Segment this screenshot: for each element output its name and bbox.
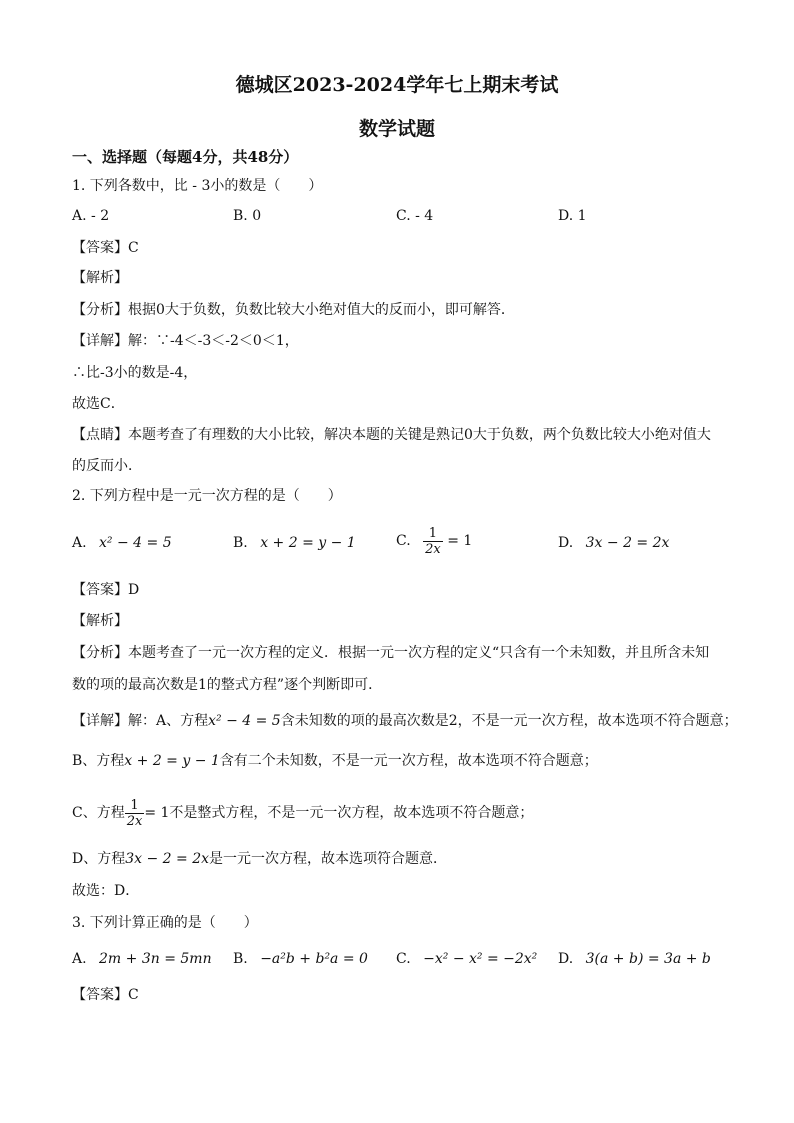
option-label: D. (558, 535, 574, 551)
question-3-answer: 【答案】C (72, 987, 139, 1003)
question-3-option-d (558, 949, 711, 969)
detail-text: C、方程 (72, 805, 125, 821)
question-3-option-b (233, 949, 368, 969)
exam-subtitle: 数学试题 (358, 118, 435, 140)
question-1-option-d: D. 1 (558, 208, 587, 224)
detail-math: 3x − 2 = 2x (125, 851, 210, 867)
question-2-detail-b (72, 751, 598, 771)
option-label: A. (72, 535, 87, 551)
option-math: 3x − 2 = 2x (585, 535, 670, 551)
option-label: B. (233, 535, 248, 551)
question-2-detail-a (72, 711, 738, 731)
detail-text: 【详解】解：A、方程 (72, 713, 209, 729)
fraction-numerator: 1 (423, 526, 443, 542)
option-label: C. (396, 951, 411, 967)
question-3-stem: 3. 下列计算正确的是（ ） (72, 915, 258, 931)
detail-text: 含未知数的项的最高次数是2，不是一元一次方程，故本选项不符合题意； (280, 713, 738, 729)
option-math: = 1 (447, 533, 473, 549)
option-math: −x² − x² = −2x² (423, 951, 538, 967)
question-2-conclusion: 故选：D． (72, 883, 140, 899)
option-math: 2m + 3n = 5mn (99, 951, 212, 967)
question-1-option-a: A. - 2 (72, 208, 110, 224)
detail-math: x² − 4 = 5 (208, 713, 281, 729)
fraction-numerator: 1 (125, 798, 145, 814)
option-label: A. (72, 951, 87, 967)
question-2-fenxi-1: 【分析】本题考查了一元一次方程的定义．根据一元一次方程的定义“只含有一个未知数，并且所含未知 (72, 645, 710, 661)
detail-math: = 1 (144, 805, 170, 821)
question-1-answer: 【答案】C (72, 240, 139, 256)
option-label: C. (396, 533, 411, 549)
question-2-option-c (396, 522, 472, 560)
question-2-analysis-label: 【解析】 (72, 613, 128, 629)
detail-text: 含有二个未知数，不是一元一次方程，故本选项不符合题意； (219, 753, 598, 769)
question-1-detail: 【详解】解：∵-4＜-3＜-2＜0＜1， (72, 333, 299, 349)
fraction-denominator: 2x (126, 813, 143, 829)
question-1-detail-3: 故选C． (72, 396, 125, 412)
detail-text: 不是整式方程，不是一元一次方程，故本选项不符合题意； (169, 805, 534, 821)
question-1-dianjing-1: 【点睛】本题考查了有理数的大小比较，解决本题的关键是熟记0大于负数，两个负数比较大小绝对值大 (72, 427, 711, 443)
question-2-answer: 【答案】D (72, 582, 140, 598)
fraction-denominator: 2x (425, 541, 441, 557)
question-2-detail-c (72, 794, 533, 832)
option-math: 3(a + b) = 3a + b (585, 951, 711, 967)
option-label: B. (233, 951, 248, 967)
option-math: −a²b + b²a = 0 (260, 951, 368, 967)
question-2-option-a (72, 533, 172, 553)
fraction (125, 798, 145, 829)
question-2-detail-d (72, 849, 447, 869)
detail-text: 是一元一次方程，故本选项符合题意． (209, 851, 448, 867)
question-1-option-c: C. - 4 (396, 208, 434, 224)
question-1-fenxi: 【分析】根据0大于负数，负数比较大小绝对值大的反而小，即可解答． (72, 302, 515, 318)
question-1-dianjing-2: 的反而小． (72, 458, 142, 474)
question-1-option-b: B. 0 (233, 208, 262, 224)
option-math: x² − 4 = 5 (99, 535, 172, 551)
question-2-fenxi-2: 数的项的最高次数是1的整式方程”逐个判断即可． (72, 677, 383, 693)
question-3-option-c (396, 949, 537, 969)
section-heading: 一、选择题（每题4分，共48分） (72, 148, 299, 166)
option-math: x + 2 = y − 1 (260, 535, 356, 551)
detail-math: x + 2 = y − 1 (124, 753, 220, 769)
question-1-stem: 1. 下列各数中，比 - 3小的数是（ ） (72, 178, 323, 194)
detail-text: B、方程 (72, 753, 125, 769)
option-label: D. (558, 951, 574, 967)
question-3-option-a (72, 949, 212, 969)
fraction (423, 526, 443, 557)
question-1-detail-2: ∴比-3小的数是-4， (72, 365, 198, 381)
question-2-option-d (558, 533, 669, 553)
question-1-analysis-label: 【解析】 (72, 270, 128, 286)
detail-text: D、方程 (72, 851, 126, 867)
question-2-option-b (233, 533, 356, 553)
question-2-stem: 2. 下列方程中是一元一次方程的是（ ） (72, 488, 342, 504)
exam-title: 德城区2023-2024学年七上期末考试 (235, 74, 559, 96)
